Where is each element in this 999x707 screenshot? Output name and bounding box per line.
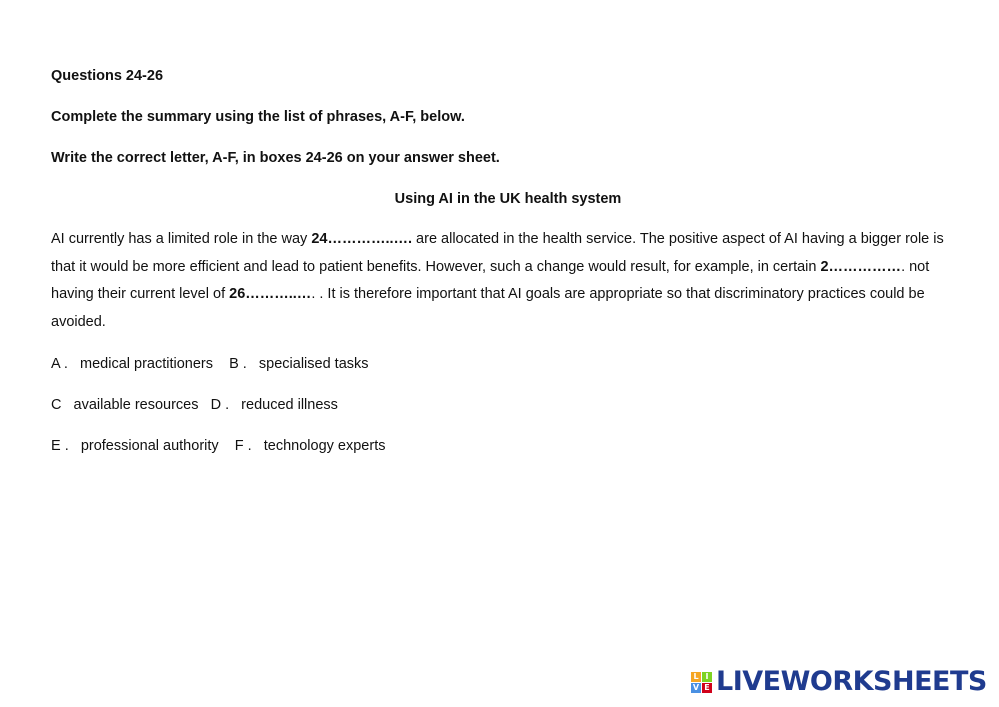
option-row-text: E . professional authority F . technology experts <box>51 438 386 454</box>
summary-title: Using AI in the UK health system <box>394 191 622 207</box>
summary-text-1: AI currently has a limited role in the way <box>51 231 312 247</box>
summary-text-3: . not having their current level of <box>51 258 930 302</box>
gap-26[interactable]: 26………..… <box>229 286 312 302</box>
summary-text-2: are allocated in the health service. The positive aspect of AI having a bigger role is that it would be more efficient and lead to patient benefits. However, such a change would result, for example, in certain <box>51 231 944 275</box>
options-row-a-b <box>51 356 369 372</box>
logo-letter-l: L <box>691 672 701 682</box>
instruction-write-letter: Write the correct letter, A-F, in boxes 24-26 on your answer sheet. <box>51 150 500 166</box>
logo-letter-i: I <box>702 672 712 682</box>
instruction-complete-summary: Complete the summary using the list of phrases, A-F, below. <box>51 109 465 125</box>
logo-letter-e: E <box>702 683 712 693</box>
liveworksheets-logo <box>691 668 987 696</box>
logo-text: LIVEWORKSHEETS <box>716 666 987 697</box>
gap-25[interactable]: 2…………… <box>820 258 902 275</box>
questions-heading: Questions 24-26 <box>51 68 164 84</box>
option-row-text: A . medical practitioners B . specialised tasks <box>51 356 369 372</box>
summary-text-4: . . It is therefore important that AI goals are appropriate so that discriminatory practices could be avoided. <box>51 286 925 330</box>
options-row-c-d <box>51 397 338 413</box>
logo-icon <box>691 672 712 693</box>
gap-24[interactable]: 24…………..…. <box>311 231 413 247</box>
options-row-e-f <box>51 438 385 454</box>
summary-paragraph <box>51 226 961 336</box>
logo-letter-v: V <box>692 683 700 692</box>
option-row-text: C available resources D . reduced illness <box>51 397 338 413</box>
